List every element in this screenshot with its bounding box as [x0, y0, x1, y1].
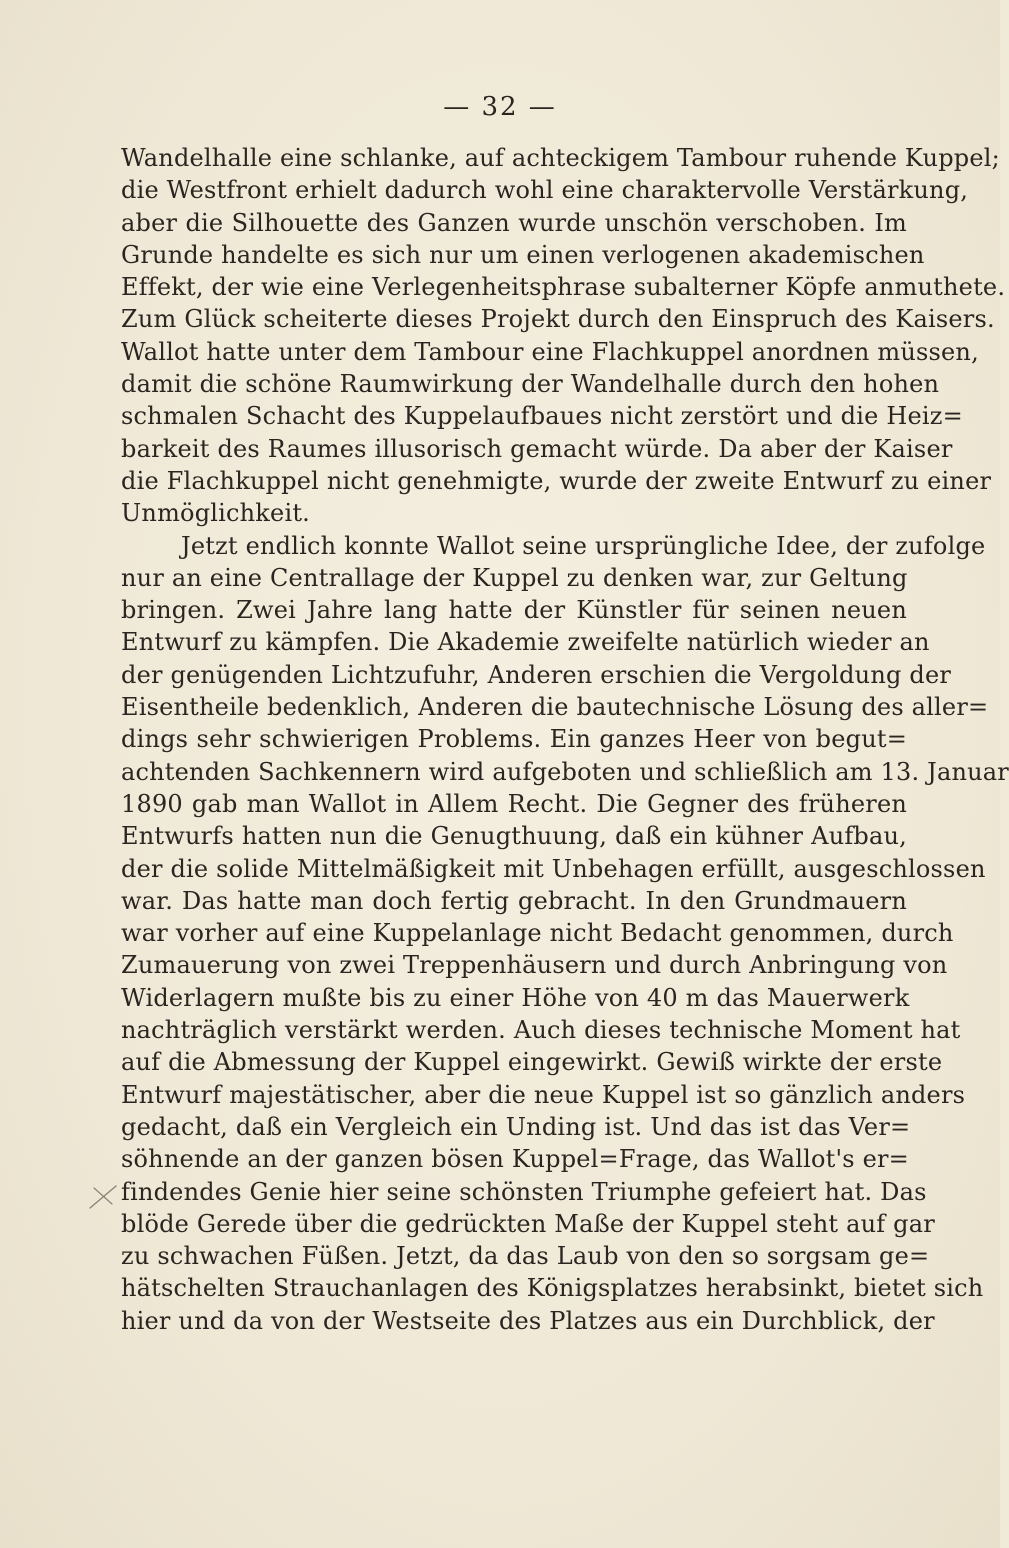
text-line: damit die schöne Raumwirkung der Wandelhalle durch den hohen [121, 370, 940, 399]
body-text [121, 142, 1009, 1337]
page-number: — 32 — [443, 92, 557, 122]
text-line: Unmöglichkeit. [121, 499, 310, 528]
text-line: Entwurfs hatten nun die Genugthuung, daß ein kühner Aufbau, [121, 822, 907, 851]
text-line: Entwurf zu kämpfen. Die Akademie zweifelte natürlich wieder an [121, 628, 930, 657]
text-line: blöde Gerede über die gedrückten Maße der Kuppel steht auf gar [121, 1209, 935, 1238]
text-line: gedacht, daß ein Vergleich ein Unding ist. Und das ist das Ver= [121, 1112, 911, 1141]
text-line: nachträglich verstärkt werden. Auch dieses technische Moment hat [121, 1016, 961, 1045]
pencil-cross-mark-icon [86, 1180, 120, 1214]
text-line: Zumauerung von zwei Treppenhäusern und durch Anbringung von [121, 951, 948, 980]
text-line: hätschelten Strauchanlagen des Königsplatzes herabsinkt, bietet sich [121, 1274, 984, 1303]
text-line: 1890 gab man Wallot in Allem Recht. Die Gegner des früheren [121, 789, 907, 818]
text-line: die Westfront erhielt dadurch wohl eine charaktervolle Verstärkung, [121, 176, 969, 205]
text-line: Effekt, der wie eine Verlegenheitsphrase subalterner Köpfe anmuthete. [121, 273, 1006, 302]
text-line: Widerlagern mußte bis zu einer Höhe von 40 m das Mauerwerk [121, 983, 910, 1012]
text-line: auf die Abmessung der Kuppel eingewirkt. Gewiß wirkte der erste [121, 1048, 943, 1077]
text-line: aber die Silhouette des Ganzen wurde unschön verschoben. Im [121, 208, 907, 237]
text-line: war. Das hatte man doch fertig gebracht. In den Grundmauern [121, 886, 907, 915]
text-line: dings sehr schwierigen Problems. Ein ganzes Heer von begut= [121, 725, 907, 754]
text-line: die Flachkuppel nicht genehmigte, wurde der zweite Entwurf zu einer [121, 466, 992, 495]
text-line: Eisentheile bedenklich, Anderen die bautechnische Lösung des aller= [121, 693, 989, 722]
text-line: achtenden Sachkennern wird aufgeboten und schließlich am 13. Januar [121, 757, 1009, 786]
text-line: Zum Glück scheiterte dieses Projekt durch den Einspruch des Kaisers. [121, 305, 995, 334]
text-line: findendes Genie hier seine schönsten Triumphe gefeiert hat. Das [121, 1177, 927, 1206]
text-line: der die solide Mittelmäßigkeit mit Unbehagen erfüllt, ausgeschlossen [121, 854, 986, 883]
text-line: Entwurf majestätischer, aber die neue Kuppel ist so gänzlich anders [121, 1080, 966, 1109]
text-line: war vorher auf eine Kuppelanlage nicht Bedacht genommen, durch [121, 919, 954, 948]
text-line: der genügenden Lichtzufuhr, Anderen erschien die Vergoldung der [121, 660, 952, 689]
text-line: nur an eine Centrallage der Kuppel zu denken war, zur Geltung [121, 563, 908, 592]
text-line: zu schwachen Füßen. Jetzt, da das Laub von den so sorgsam ge= [121, 1242, 930, 1271]
text-line: söhnende an der ganzen bösen Kuppel=Frage, das Wallot's er= [121, 1145, 909, 1174]
text-line: schmalen Schacht des Kuppelaufbaues nicht zerstört und die Heiz= [121, 402, 963, 431]
text-line: Wallot hatte unter dem Tambour eine Flachkuppel anordnen müssen, [121, 337, 979, 366]
text-line: hier und da von der Westseite des Platzes aus ein Durchblick, der [121, 1306, 935, 1335]
text-line: Wandelhalle eine schlanke, auf achteckigem Tambour ruhende Kuppel; [121, 144, 1000, 172]
text-line: Jetzt endlich konnte Wallot seine ursprüngliche Idee, der zufolge [181, 531, 986, 560]
text-line: barkeit des Raumes illusorisch gemacht würde. Da aber der Kaiser [121, 434, 953, 463]
text-line: Grunde handelte es sich nur um einen verlogenen akademischen [121, 240, 925, 269]
text-line: bringen. Zwei Jahre lang hatte der Künstler für seinen neuen [121, 596, 907, 625]
